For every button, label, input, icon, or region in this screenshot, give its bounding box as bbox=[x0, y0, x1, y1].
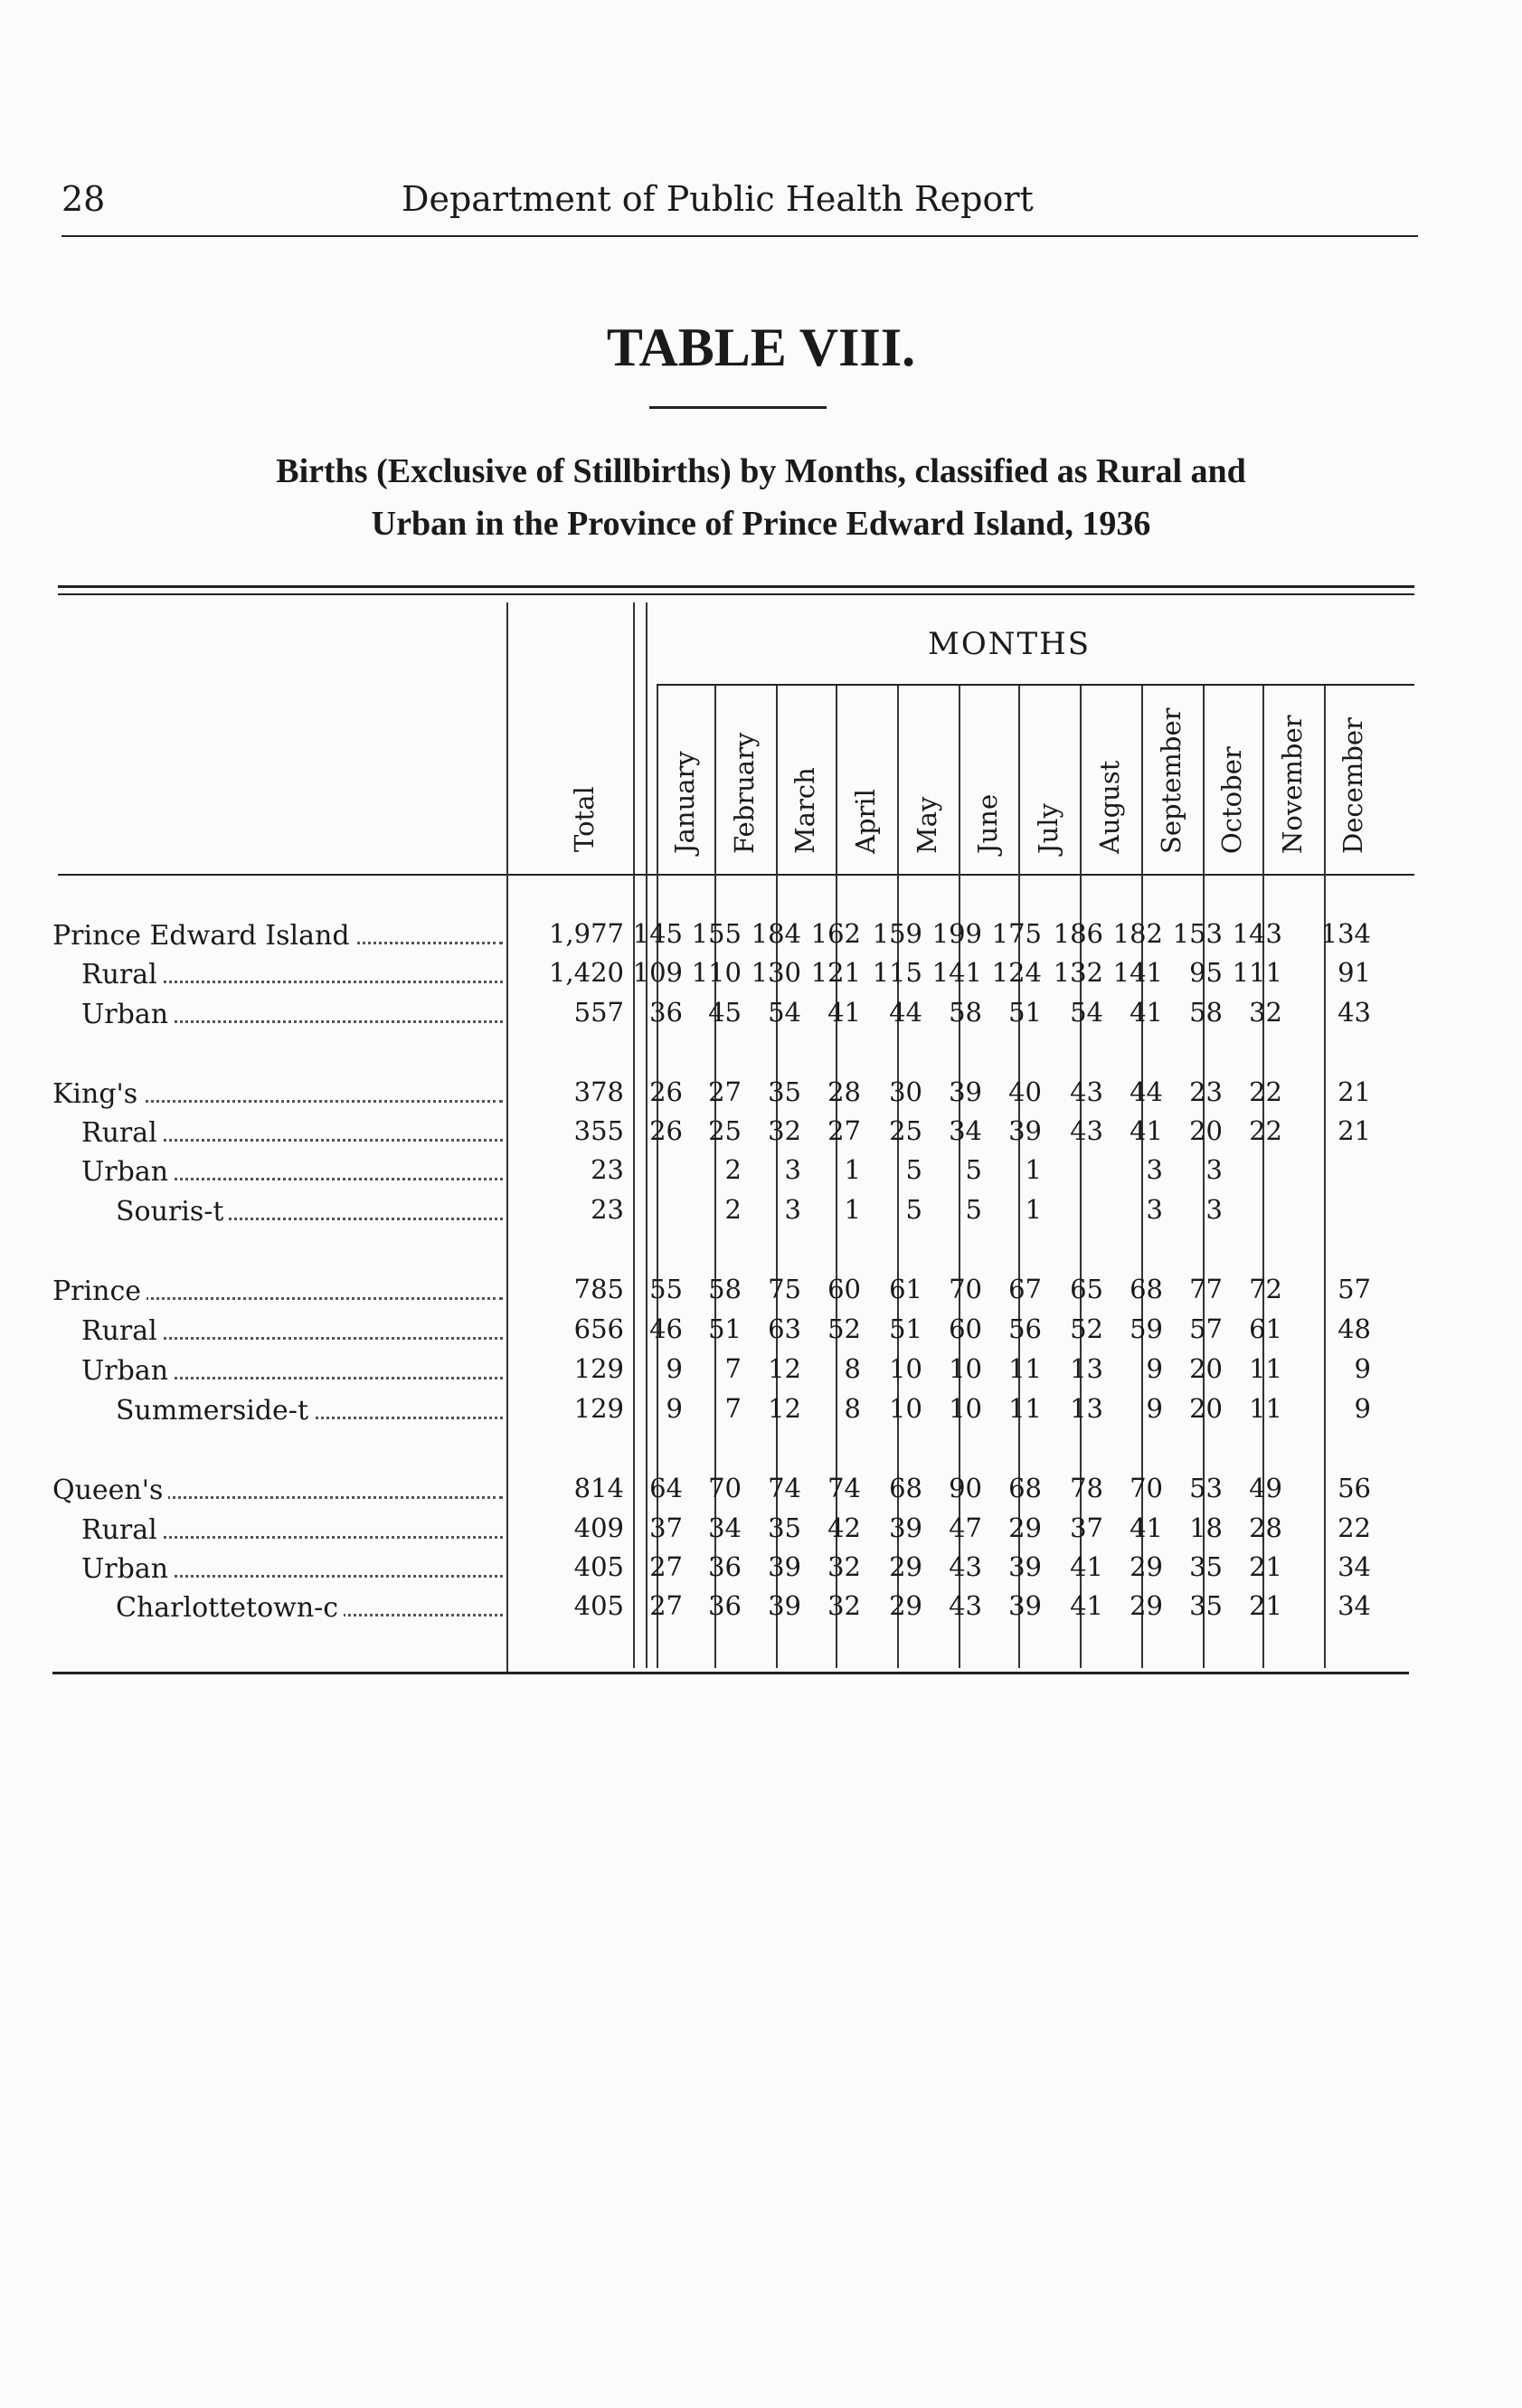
row-label-text: Rural bbox=[81, 1315, 163, 1347]
month-cell-april: 1 bbox=[844, 1194, 861, 1225]
month-cell-july: 11 bbox=[1008, 1353, 1042, 1384]
month-cell-september: 41 bbox=[1130, 997, 1163, 1028]
table-top-rule-inner bbox=[58, 593, 1414, 595]
month-cell-june: 5 bbox=[965, 1154, 982, 1185]
month-cell-may: 29 bbox=[889, 1551, 922, 1582]
month-cell-march: 32 bbox=[768, 1115, 801, 1146]
month-cell-october: 35 bbox=[1189, 1551, 1223, 1582]
month-header-february: February bbox=[729, 732, 760, 854]
total-cell: 409 bbox=[573, 1512, 624, 1543]
month-cell-march: 74 bbox=[768, 1473, 801, 1503]
month-cell-june: 10 bbox=[949, 1353, 982, 1384]
month-cell-october: 53 bbox=[1189, 1473, 1223, 1503]
header-bottom-rule bbox=[58, 874, 1414, 876]
month-cell-february: 25 bbox=[708, 1115, 742, 1146]
row-label bbox=[81, 1553, 503, 1585]
month-cell-january: 55 bbox=[649, 1274, 683, 1304]
month-cell-november: 11 bbox=[1249, 1353, 1282, 1384]
page-header bbox=[61, 172, 1418, 237]
month-cell-february: 7 bbox=[724, 1393, 742, 1424]
month-cell-october: 3 bbox=[1205, 1154, 1223, 1185]
month-cell-january: 64 bbox=[649, 1473, 683, 1503]
title-rule bbox=[649, 406, 827, 409]
month-cell-september: 29 bbox=[1130, 1551, 1163, 1582]
month-cell-december: 134 bbox=[1320, 918, 1371, 949]
month-cell-november: 21 bbox=[1249, 1590, 1282, 1621]
month-header-march: March bbox=[789, 767, 820, 854]
month-cell-may: 39 bbox=[889, 1512, 922, 1543]
month-cell-december: 48 bbox=[1338, 1313, 1371, 1344]
month-header-may: May bbox=[912, 796, 942, 854]
month-cell-february: 36 bbox=[708, 1590, 742, 1621]
month-cell-september: 70 bbox=[1130, 1473, 1163, 1503]
month-cell-february: 27 bbox=[708, 1076, 742, 1107]
row-label-text: Prince Edward Island bbox=[52, 920, 355, 952]
total-cell: 23 bbox=[591, 1154, 624, 1185]
month-cell-july: 39 bbox=[1008, 1590, 1042, 1621]
month-cell-july: 29 bbox=[1008, 1512, 1042, 1543]
row-label-text: Urban bbox=[81, 999, 174, 1030]
month-cell-january: 26 bbox=[649, 1115, 683, 1146]
month-cell-september: 182 bbox=[1112, 918, 1163, 949]
month-cell-november: 49 bbox=[1249, 1473, 1282, 1503]
month-cell-october: 20 bbox=[1189, 1353, 1223, 1384]
row-label-text: Souris-t bbox=[116, 1196, 229, 1228]
month-cell-january: 27 bbox=[649, 1590, 683, 1621]
month-cell-july: 68 bbox=[1008, 1473, 1042, 1503]
month-header-april: April bbox=[850, 789, 881, 854]
month-cell-february: 7 bbox=[724, 1353, 742, 1384]
row-label-text: Rural bbox=[81, 1117, 163, 1149]
month-cell-january: 46 bbox=[649, 1313, 683, 1344]
month-cell-october: 35 bbox=[1189, 1590, 1223, 1621]
month-cell-august: 13 bbox=[1070, 1393, 1103, 1424]
row-label bbox=[81, 1315, 503, 1347]
month-cell-october: 58 bbox=[1189, 997, 1223, 1028]
month-cell-june: 34 bbox=[949, 1115, 982, 1146]
month-cell-august: 54 bbox=[1070, 997, 1103, 1028]
total-cell: 129 bbox=[573, 1393, 624, 1424]
total-header: Total bbox=[569, 786, 600, 852]
month-cell-december: 21 bbox=[1338, 1076, 1371, 1107]
month-cell-august: 41 bbox=[1070, 1590, 1103, 1621]
month-cell-january: 26 bbox=[649, 1076, 683, 1107]
month-cell-november: 32 bbox=[1249, 997, 1282, 1028]
month-cell-july: 1 bbox=[1025, 1194, 1042, 1225]
month-cell-july: 40 bbox=[1008, 1076, 1042, 1107]
row-label-text: Urban bbox=[81, 1553, 174, 1585]
month-cell-may: 61 bbox=[889, 1274, 922, 1304]
month-cell-may: 5 bbox=[905, 1194, 922, 1225]
month-cell-october: 18 bbox=[1189, 1512, 1223, 1543]
month-cell-may: 68 bbox=[889, 1473, 922, 1503]
month-cell-october: 3 bbox=[1205, 1194, 1223, 1225]
row-label-text: Prince bbox=[52, 1275, 147, 1307]
month-cell-june: 5 bbox=[965, 1194, 982, 1225]
month-cell-september: 3 bbox=[1146, 1194, 1163, 1225]
month-cell-january: 9 bbox=[666, 1393, 683, 1424]
running-title: Department of Public Health Report bbox=[402, 179, 1034, 219]
month-cell-october: 95 bbox=[1189, 957, 1223, 988]
total-cell: 656 bbox=[573, 1313, 624, 1344]
month-cell-may: 30 bbox=[889, 1076, 922, 1107]
month-cell-december: 91 bbox=[1338, 957, 1371, 988]
month-cell-january: 145 bbox=[632, 918, 683, 949]
month-cell-june: 60 bbox=[949, 1313, 982, 1344]
row-label bbox=[81, 1514, 503, 1546]
month-cell-september: 141 bbox=[1112, 957, 1163, 988]
month-cell-august: 65 bbox=[1070, 1274, 1103, 1304]
month-cell-july: 11 bbox=[1008, 1393, 1042, 1424]
month-cell-september: 59 bbox=[1130, 1313, 1163, 1344]
month-cell-august: 37 bbox=[1070, 1512, 1103, 1543]
month-cell-may: 5 bbox=[905, 1154, 922, 1185]
total-cell: 1,977 bbox=[548, 918, 624, 949]
table-bottom-rule bbox=[52, 1672, 1409, 1674]
month-cell-april: 121 bbox=[810, 957, 861, 988]
month-cell-march: 35 bbox=[768, 1076, 801, 1107]
page-number: 28 bbox=[61, 179, 106, 219]
month-cell-march: 54 bbox=[768, 997, 801, 1028]
month-cell-december: 9 bbox=[1354, 1353, 1371, 1384]
month-header-december: December bbox=[1338, 717, 1368, 854]
row-label bbox=[52, 920, 503, 952]
month-cell-july: 39 bbox=[1008, 1115, 1042, 1146]
caption-line-1: Births (Exclusive of Stillbirths) by Months, classified as Rural and bbox=[276, 452, 1246, 490]
row-label-text: Queen's bbox=[52, 1474, 168, 1506]
month-cell-may: 159 bbox=[872, 918, 922, 949]
month-cell-december: 21 bbox=[1338, 1115, 1371, 1146]
month-cell-march: 39 bbox=[768, 1551, 801, 1582]
month-cell-august: 132 bbox=[1053, 957, 1103, 988]
month-cell-july: 39 bbox=[1008, 1551, 1042, 1582]
month-cell-february: 155 bbox=[691, 918, 742, 949]
total-cell: 405 bbox=[573, 1590, 624, 1621]
row-label-text: Urban bbox=[81, 1355, 174, 1387]
month-cell-february: 34 bbox=[708, 1512, 742, 1543]
month-cell-april: 52 bbox=[827, 1313, 861, 1344]
month-cell-february: 2 bbox=[724, 1194, 742, 1225]
month-cell-august: 43 bbox=[1070, 1076, 1103, 1107]
row-label bbox=[116, 1592, 503, 1624]
month-cell-march: 39 bbox=[768, 1590, 801, 1621]
month-cell-january: 27 bbox=[649, 1551, 683, 1582]
month-cell-february: 36 bbox=[708, 1551, 742, 1582]
month-cell-june: 199 bbox=[931, 918, 982, 949]
month-cell-april: 60 bbox=[827, 1274, 861, 1304]
month-cell-april: 8 bbox=[844, 1393, 861, 1424]
row-label-text: Summerside-t bbox=[116, 1395, 314, 1427]
month-cell-june: 90 bbox=[949, 1473, 982, 1503]
month-cell-november: 61 bbox=[1249, 1313, 1282, 1344]
month-header-january: January bbox=[669, 751, 700, 854]
total-cell: 355 bbox=[573, 1115, 624, 1146]
month-cell-june: 10 bbox=[949, 1393, 982, 1424]
month-cell-february: 58 bbox=[708, 1274, 742, 1304]
month-cell-september: 29 bbox=[1130, 1590, 1163, 1621]
months-rule bbox=[657, 684, 1414, 686]
month-cell-march: 12 bbox=[768, 1353, 801, 1384]
month-cell-january: 37 bbox=[649, 1512, 683, 1543]
month-cell-april: 41 bbox=[827, 997, 861, 1028]
month-cell-march: 35 bbox=[768, 1512, 801, 1543]
month-cell-march: 130 bbox=[751, 957, 801, 988]
month-cell-april: 74 bbox=[827, 1473, 861, 1503]
month-cell-may: 10 bbox=[889, 1393, 922, 1424]
month-cell-december: 34 bbox=[1338, 1590, 1371, 1621]
month-cell-may: 10 bbox=[889, 1353, 922, 1384]
month-header-november: November bbox=[1277, 715, 1308, 854]
month-header-september: September bbox=[1156, 707, 1186, 854]
column-divider bbox=[506, 602, 508, 1672]
month-cell-march: 184 bbox=[751, 918, 801, 949]
month-cell-june: 47 bbox=[949, 1512, 982, 1543]
month-cell-august: 41 bbox=[1070, 1551, 1103, 1582]
row-label bbox=[116, 1395, 503, 1427]
month-cell-june: 58 bbox=[949, 997, 982, 1028]
month-cell-april: 1 bbox=[844, 1154, 861, 1185]
month-cell-april: 28 bbox=[827, 1076, 861, 1107]
month-cell-july: 1 bbox=[1025, 1154, 1042, 1185]
month-cell-july: 67 bbox=[1008, 1274, 1042, 1304]
month-cell-october: 153 bbox=[1172, 918, 1223, 949]
month-cell-november: 143 bbox=[1232, 918, 1282, 949]
month-cell-october: 23 bbox=[1189, 1076, 1223, 1107]
month-cell-november: 22 bbox=[1249, 1076, 1282, 1107]
total-cell: 814 bbox=[573, 1473, 624, 1503]
month-cell-august: 43 bbox=[1070, 1115, 1103, 1146]
month-cell-march: 12 bbox=[768, 1393, 801, 1424]
month-cell-april: 42 bbox=[827, 1512, 861, 1543]
month-cell-may: 51 bbox=[889, 1313, 922, 1344]
month-cell-june: 141 bbox=[931, 957, 982, 988]
month-cell-april: 27 bbox=[827, 1115, 861, 1146]
month-cell-november: 72 bbox=[1249, 1274, 1282, 1304]
row-label bbox=[52, 1275, 503, 1307]
month-cell-december: 34 bbox=[1338, 1551, 1371, 1582]
month-cell-september: 68 bbox=[1130, 1274, 1163, 1304]
month-cell-november: 22 bbox=[1249, 1115, 1282, 1146]
month-cell-november: 111 bbox=[1232, 957, 1282, 988]
month-cell-march: 3 bbox=[784, 1194, 801, 1225]
total-cell: 1,420 bbox=[548, 957, 624, 988]
month-cell-may: 115 bbox=[872, 957, 922, 988]
month-cell-december: 57 bbox=[1338, 1274, 1371, 1304]
month-cell-september: 9 bbox=[1146, 1353, 1163, 1384]
total-cell: 378 bbox=[573, 1076, 624, 1107]
total-cell: 23 bbox=[591, 1194, 624, 1225]
month-cell-december: 43 bbox=[1338, 997, 1371, 1028]
month-cell-february: 45 bbox=[708, 997, 742, 1028]
month-header-august: August bbox=[1094, 760, 1125, 854]
month-cell-july: 175 bbox=[991, 918, 1042, 949]
row-label bbox=[81, 999, 503, 1030]
month-cell-march: 75 bbox=[768, 1274, 801, 1304]
month-cell-october: 20 bbox=[1189, 1115, 1223, 1146]
month-cell-february: 51 bbox=[708, 1313, 742, 1344]
month-cell-march: 3 bbox=[784, 1154, 801, 1185]
total-cell: 785 bbox=[573, 1274, 624, 1304]
row-label-text: Urban bbox=[81, 1156, 174, 1188]
month-cell-december: 22 bbox=[1338, 1512, 1371, 1543]
month-cell-december: 9 bbox=[1354, 1393, 1371, 1424]
month-cell-october: 20 bbox=[1189, 1393, 1223, 1424]
month-cell-january: 9 bbox=[666, 1353, 683, 1384]
month-cell-july: 56 bbox=[1008, 1313, 1042, 1344]
month-cell-november: 21 bbox=[1249, 1551, 1282, 1582]
row-label-text: King's bbox=[52, 1078, 143, 1110]
month-cell-may: 44 bbox=[889, 997, 922, 1028]
month-cell-march: 63 bbox=[768, 1313, 801, 1344]
month-cell-january: 36 bbox=[649, 997, 683, 1028]
month-cell-june: 70 bbox=[949, 1274, 982, 1304]
months-header: MONTHS bbox=[928, 626, 1092, 662]
month-cell-december: 56 bbox=[1338, 1473, 1371, 1503]
month-cell-august: 78 bbox=[1070, 1473, 1103, 1503]
month-cell-may: 25 bbox=[889, 1115, 922, 1146]
row-label-text: Charlottetown-c bbox=[116, 1592, 344, 1624]
month-cell-may: 29 bbox=[889, 1590, 922, 1621]
row-label bbox=[116, 1196, 503, 1228]
total-cell: 129 bbox=[573, 1353, 624, 1384]
month-cell-april: 32 bbox=[827, 1551, 861, 1582]
month-cell-september: 9 bbox=[1146, 1393, 1163, 1424]
row-label bbox=[81, 959, 503, 991]
row-label-text: Rural bbox=[81, 1514, 163, 1546]
month-cell-july: 124 bbox=[991, 957, 1042, 988]
total-cell: 405 bbox=[573, 1551, 624, 1582]
month-cell-october: 57 bbox=[1189, 1313, 1223, 1344]
row-label bbox=[52, 1078, 503, 1110]
month-cell-february: 110 bbox=[691, 957, 742, 988]
month-cell-september: 3 bbox=[1146, 1154, 1163, 1185]
row-label bbox=[52, 1474, 503, 1506]
month-cell-january: 109 bbox=[632, 957, 683, 988]
month-cell-november: 28 bbox=[1249, 1512, 1282, 1543]
row-label bbox=[81, 1156, 503, 1188]
month-cell-september: 41 bbox=[1130, 1512, 1163, 1543]
month-cell-february: 2 bbox=[724, 1154, 742, 1185]
month-cell-july: 51 bbox=[1008, 997, 1042, 1028]
month-cell-october: 77 bbox=[1189, 1274, 1223, 1304]
month-cell-april: 8 bbox=[844, 1353, 861, 1384]
month-cell-september: 44 bbox=[1130, 1076, 1163, 1107]
month-cell-june: 43 bbox=[949, 1590, 982, 1621]
month-cell-august: 186 bbox=[1053, 918, 1103, 949]
table-top-rule bbox=[58, 585, 1414, 588]
month-cell-february: 70 bbox=[708, 1473, 742, 1503]
total-cell: 557 bbox=[573, 997, 624, 1028]
caption-line-2: Urban in the Province of Prince Edward Island, 1936 bbox=[371, 505, 1151, 543]
row-label bbox=[81, 1117, 503, 1149]
month-cell-june: 43 bbox=[949, 1551, 982, 1582]
month-cell-april: 32 bbox=[827, 1590, 861, 1621]
month-cell-august: 52 bbox=[1070, 1313, 1103, 1344]
month-cell-september: 41 bbox=[1130, 1115, 1163, 1146]
month-cell-june: 39 bbox=[949, 1076, 982, 1107]
month-header-june: June bbox=[972, 793, 1003, 854]
table-title: TABLE VIII. bbox=[606, 318, 916, 377]
month-header-october: October bbox=[1216, 746, 1247, 854]
month-cell-august: 13 bbox=[1070, 1353, 1103, 1384]
month-header-july: July bbox=[1033, 803, 1064, 854]
row-label bbox=[81, 1355, 503, 1387]
row-label-text: Rural bbox=[81, 959, 163, 991]
month-cell-april: 162 bbox=[810, 918, 861, 949]
month-cell-november: 11 bbox=[1249, 1393, 1282, 1424]
table-caption bbox=[72, 445, 1450, 550]
